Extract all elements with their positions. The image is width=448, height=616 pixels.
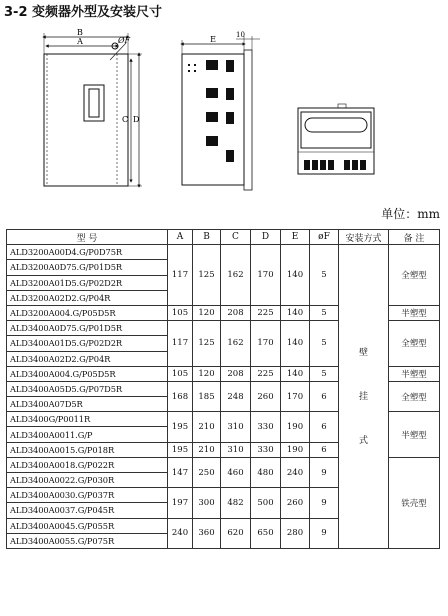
dim-b-cell: 210 (193, 412, 221, 442)
dim-d-cell: 330 (251, 442, 281, 457)
dim-f-cell: 5 (310, 245, 339, 306)
dim-f-cell: 9 (310, 457, 339, 487)
top-view-drawing (298, 104, 374, 174)
dim-b-cell: 120 (193, 366, 221, 381)
dim-d-cell: 650 (251, 518, 281, 548)
dim-a-cell: 105 (168, 366, 193, 381)
header-install-method: 安装方式 (339, 230, 389, 245)
note-cell: 半塑型 (389, 305, 440, 320)
model-cell: ALD3400A0015.G/P018R (7, 442, 168, 457)
dim-b-cell: 360 (193, 518, 221, 548)
model-cell: ALD3400A004.G/P05D5R (7, 366, 168, 381)
model-cell: ALD3400A0022.G/P030R (7, 473, 168, 488)
dim-f-cell: 5 (310, 366, 339, 381)
model-cell: ALD3200A004.G/P05D5R (7, 305, 168, 320)
note-cell: 全塑型 (389, 321, 440, 367)
dim-a-cell: 240 (168, 518, 193, 548)
header-d: D (251, 230, 281, 245)
dim-c-cell: 310 (221, 442, 251, 457)
dim-f-cell: 5 (310, 321, 339, 367)
dim-a-cell: 197 (168, 488, 193, 518)
dim-d-cell: 500 (251, 488, 281, 518)
dim-f-cell: 6 (310, 442, 339, 457)
dim-b-cell: 125 (193, 321, 221, 367)
install-method-cell (339, 245, 389, 549)
note-cell: 全塑型 (389, 381, 440, 411)
dim-e-cell: 140 (281, 245, 310, 306)
dim-d-cell: 480 (251, 457, 281, 487)
note-cell: 半塑型 (389, 366, 440, 381)
dim-label-phi-f: ØF (118, 36, 131, 45)
model-cell: ALD3400A0045.G/P055R (7, 518, 168, 533)
dim-d-cell: 225 (251, 305, 281, 320)
dim-e-cell: 190 (281, 412, 310, 442)
model-cell: ALD3400A05D5.G/P07D5R (7, 381, 168, 396)
dim-e-cell: 140 (281, 321, 310, 367)
dim-label-e: E (210, 35, 216, 44)
note-cell: 半塑型 (389, 412, 440, 458)
model-cell: ALD3400A0011.G/P (7, 427, 168, 442)
dim-c-cell: 208 (221, 366, 251, 381)
dim-c-cell: 460 (221, 457, 251, 487)
dim-b-cell: 300 (193, 488, 221, 518)
model-cell: ALD3400A0055.G/P075R (7, 533, 168, 548)
dim-c-cell: 482 (221, 488, 251, 518)
model-cell: ALD3400A02D2.G/P04R (7, 351, 168, 366)
model-cell: ALD3200A02D2.G/P04R (7, 290, 168, 305)
dim-a-cell: 195 (168, 442, 193, 457)
header-a: A (168, 230, 193, 245)
table-header-row (7, 230, 440, 245)
model-cell: ALD3400G/P0011R (7, 412, 168, 427)
dim-a-cell: 168 (168, 381, 193, 411)
dim-e-cell: 170 (281, 381, 310, 411)
dim-e-cell: 260 (281, 488, 310, 518)
install-char-2: 挂 (358, 391, 368, 402)
dim-e-cell: 140 (281, 366, 310, 381)
dim-f-cell: 9 (310, 518, 339, 548)
model-cell: ALD3200A00D4.G/P0D75R (7, 245, 168, 260)
dim-b-cell: 210 (193, 442, 221, 457)
unit-label: 单位：mm (381, 207, 440, 221)
dim-label-c: C (122, 115, 129, 124)
install-char-3: 式 (358, 435, 368, 446)
dim-label-b: B (77, 28, 83, 37)
dim-b-cell: 185 (193, 381, 221, 411)
header-note: 备 注 (389, 230, 440, 245)
table-row (7, 245, 440, 260)
model-cell: ALD3400A01D5.G/P02D2R (7, 336, 168, 351)
header-c: C (221, 230, 251, 245)
dim-c-cell: 208 (221, 305, 251, 320)
model-cell: ALD3400A0018.G/P022R (7, 457, 168, 472)
dim-a-cell: 147 (168, 457, 193, 487)
header-f: øF (310, 230, 339, 245)
dim-b-cell: 120 (193, 305, 221, 320)
dim-d-cell: 330 (251, 412, 281, 442)
dim-b-cell: 125 (193, 245, 221, 306)
dimension-table (6, 229, 440, 549)
dim-label-d: D (133, 115, 140, 124)
dim-e-cell: 190 (281, 442, 310, 457)
dim-c-cell: 162 (221, 245, 251, 306)
outline-drawings (0, 0, 448, 200)
side-view-drawing (182, 36, 260, 190)
dim-label-a: A (77, 37, 83, 46)
header-model: 型 号 (7, 230, 168, 245)
model-cell: ALD3200A0D75.G/P01D5R (7, 260, 168, 275)
install-char-1: 壁 (358, 347, 368, 358)
dim-c-cell: 162 (221, 321, 251, 367)
dim-c-cell: 248 (221, 381, 251, 411)
header-b: B (193, 230, 221, 245)
dim-f-cell: 6 (310, 381, 339, 411)
dim-d-cell: 170 (251, 245, 281, 306)
note-cell: 全塑型 (389, 245, 440, 306)
model-cell: ALD3400A0030.G/P037R (7, 488, 168, 503)
dim-label-10: 10 (236, 31, 245, 39)
dim-d-cell: 170 (251, 321, 281, 367)
dim-f-cell: 9 (310, 488, 339, 518)
dim-a-cell: 117 (168, 245, 193, 306)
model-cell: ALD3200A01D5.G/P02D2R (7, 275, 168, 290)
model-cell: ALD3400A07D5R (7, 397, 168, 412)
dim-d-cell: 225 (251, 366, 281, 381)
model-cell: ALD3400A0D75.G/P01D5R (7, 321, 168, 336)
note-cell: 铁壳型 (389, 457, 440, 548)
front-view-drawing (44, 33, 142, 186)
dim-f-cell: 5 (310, 305, 339, 320)
dim-a-cell: 105 (168, 305, 193, 320)
dim-c-cell: 310 (221, 412, 251, 442)
model-cell: ALD3400A0037.G/P045R (7, 503, 168, 518)
section-heading: 3-2 变频器外型及安装尺寸 (4, 5, 163, 20)
dim-c-cell: 620 (221, 518, 251, 548)
dim-b-cell: 250 (193, 457, 221, 487)
dim-a-cell: 117 (168, 321, 193, 367)
dim-e-cell: 140 (281, 305, 310, 320)
dim-e-cell: 240 (281, 457, 310, 487)
dim-f-cell: 6 (310, 412, 339, 442)
dim-e-cell: 280 (281, 518, 310, 548)
dim-d-cell: 260 (251, 381, 281, 411)
header-e: E (281, 230, 310, 245)
dim-a-cell: 195 (168, 412, 193, 442)
